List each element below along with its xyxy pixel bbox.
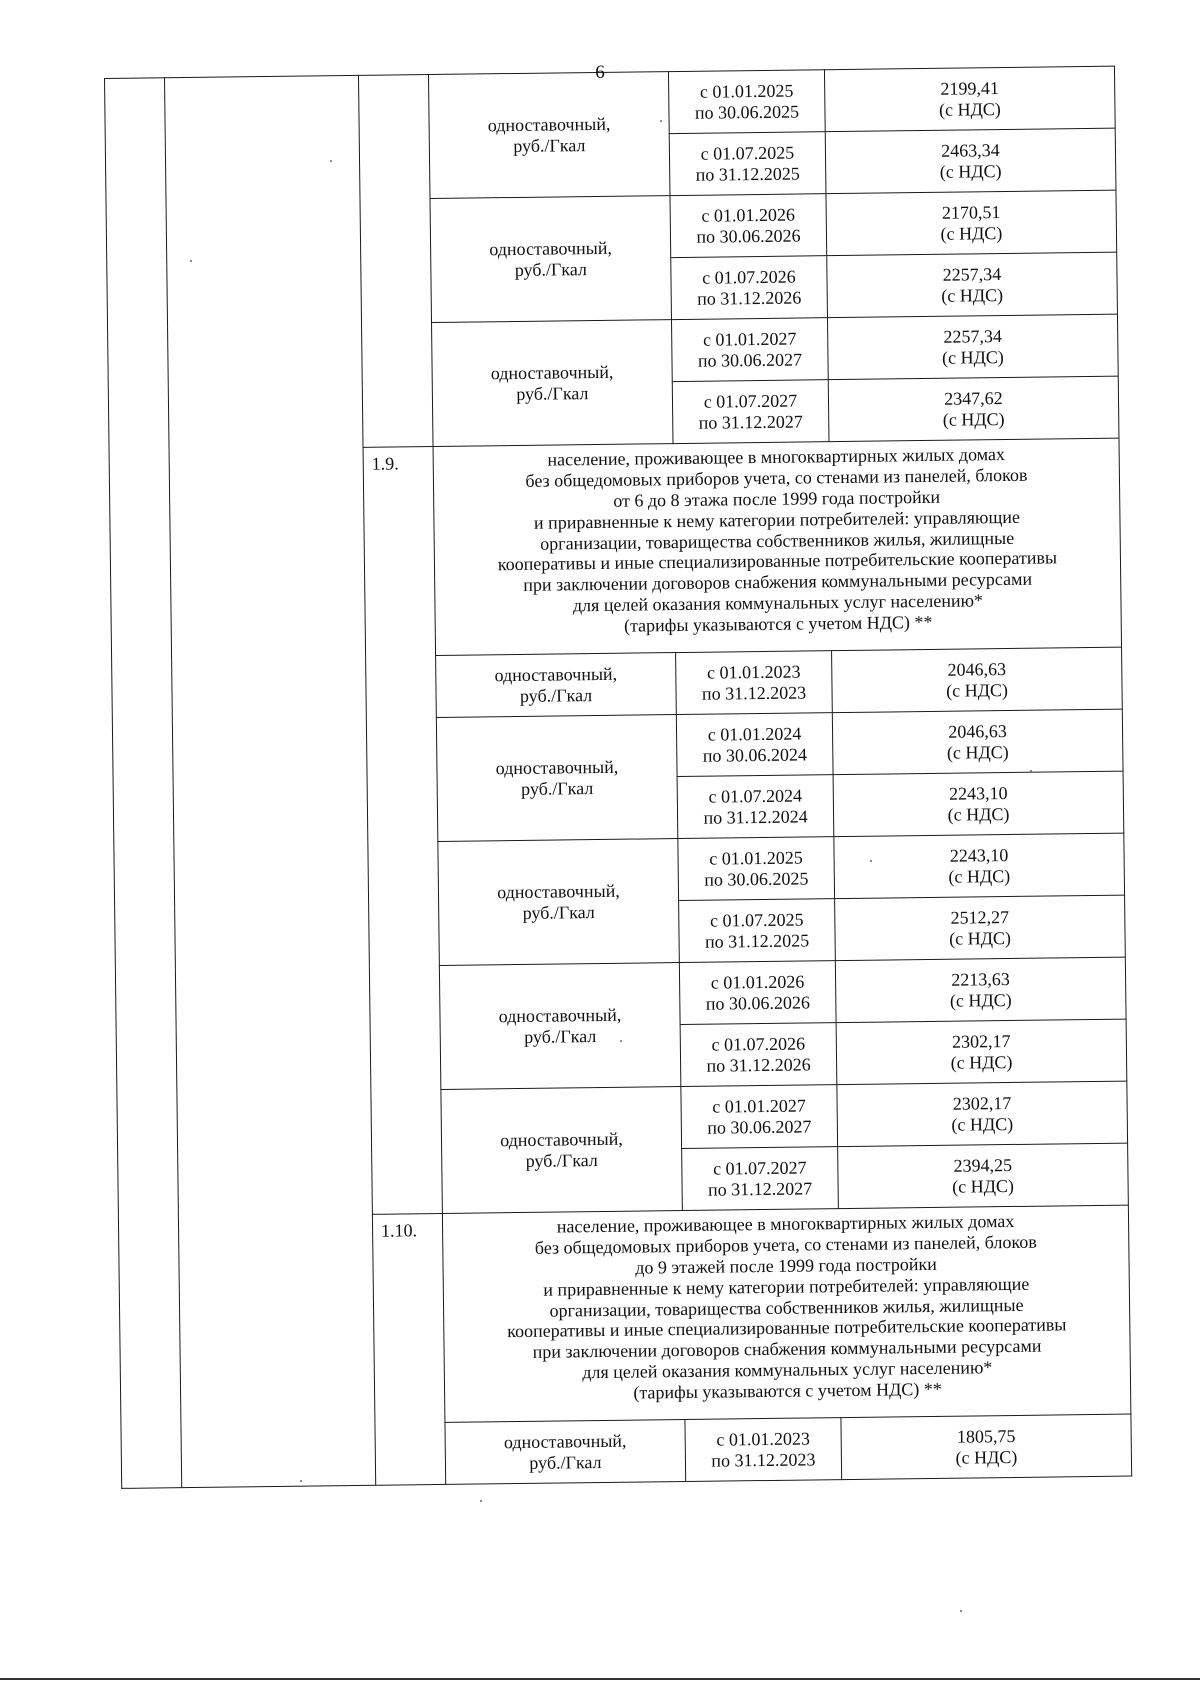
period-line: руб./Гкал xyxy=(519,684,593,706)
description-line: и приравненные к нему категории потребителей: управляющие xyxy=(533,506,1021,533)
value-line: (с НДС) xyxy=(942,408,1005,430)
value-line: 2512,27 xyxy=(950,907,1010,929)
period-cell xyxy=(680,1023,837,1087)
tariff-value-cell xyxy=(841,1414,1132,1480)
tariff-value-cell xyxy=(826,190,1117,256)
value-line: 2199,41 xyxy=(940,78,1000,100)
period-cell xyxy=(670,194,827,258)
description-line: население, проживающее в многоквартирных жилых домах xyxy=(556,1210,1015,1237)
period-line: руб./Гкал xyxy=(525,1149,598,1171)
tariff-value-cell xyxy=(835,895,1126,961)
period-line: с 01.01.2027 xyxy=(702,328,797,351)
period-line: по 31.12.2025 xyxy=(704,929,810,952)
value-line: (с НДС) xyxy=(940,222,1003,244)
period-line: одноставочный, xyxy=(489,238,613,260)
value-line: 2257,34 xyxy=(943,326,1003,348)
rate-type-cell xyxy=(436,715,677,842)
blank-column-2 xyxy=(165,75,376,1487)
tariff-table-body xyxy=(105,66,1132,1488)
period-cell xyxy=(671,318,828,382)
period-line: по 31.12.2024 xyxy=(703,805,808,828)
value-line: (с НДС) xyxy=(949,989,1012,1011)
scan-bottom-edge xyxy=(0,1678,1200,1680)
description-line: кооперативы и иные специализированные потребительские кооперативы xyxy=(507,1314,1067,1342)
period-cell xyxy=(681,1085,838,1149)
value-line: (с НДС) xyxy=(951,1113,1014,1135)
tariff-value-cell xyxy=(827,314,1118,380)
rate-type-cell xyxy=(445,1420,686,1485)
period-line: по 31.12.2025 xyxy=(695,163,800,185)
value-line: (с НДС) xyxy=(948,865,1011,887)
description-line: без общедомовых приборов учета, со стенами из панелей, блоков xyxy=(534,1231,1037,1258)
value-line: (с НДС) xyxy=(952,1175,1015,1197)
description-line: и приравненные к нему категории потребителей: управляющие xyxy=(543,1273,1030,1300)
period-cell xyxy=(668,70,825,134)
period-line: по 31.12.2023 xyxy=(701,681,807,704)
value-line: 2213,63 xyxy=(951,969,1010,991)
scan-speck xyxy=(870,860,872,862)
period-line: одноставочный, xyxy=(500,1129,623,1151)
description-line: организации, товарищества собственников жилья, жилищные xyxy=(549,1294,1024,1321)
period-line: руб./Гкал xyxy=(514,258,588,280)
description-line: (тарифы указываются с учетом НДС) ** xyxy=(623,611,933,636)
period-cell xyxy=(672,380,829,444)
rate-type-cell xyxy=(436,653,677,718)
value-line: 2302,17 xyxy=(952,1093,1012,1115)
value-line: (с НДС) xyxy=(946,741,1009,763)
scan-speck xyxy=(1030,770,1032,772)
period-line: по 30.06.2026 xyxy=(705,991,811,1014)
period-cell xyxy=(669,132,826,196)
period-cell xyxy=(676,713,833,777)
period-line: по 30.06.2025 xyxy=(704,867,809,890)
period-line: с 01.01.2023 xyxy=(706,661,801,684)
period-line: руб./Гкал xyxy=(520,777,594,799)
tariff-value-cell xyxy=(834,833,1125,899)
tariff-value-cell xyxy=(836,1019,1127,1085)
scan-speck xyxy=(330,160,332,162)
scan-speck xyxy=(660,120,662,122)
value-line: (с НДС) xyxy=(941,346,1004,368)
value-line: 2463,34 xyxy=(941,140,1000,162)
period-cell xyxy=(685,1418,842,1482)
description-line: при заключении договоров снабжения коммунальными ресурсами xyxy=(532,1335,1042,1363)
rate-type-cell xyxy=(441,1087,682,1214)
description-line: от 6 до 8 этажа после 1999 года постройки xyxy=(613,486,941,511)
value-line: (с НДС) xyxy=(950,1051,1013,1073)
period-line: руб./Гкал xyxy=(513,134,586,156)
period-line: одноставочный, xyxy=(487,114,611,136)
tariff-value-cell xyxy=(832,709,1123,775)
period-line: по 30.06.2024 xyxy=(702,743,807,766)
value-line: 2046,63 xyxy=(948,721,1007,743)
tariff-value-cell xyxy=(838,1143,1129,1209)
period-line: с 01.07.2027 xyxy=(703,390,798,413)
period-cell xyxy=(676,651,833,715)
period-line: одноставочный, xyxy=(503,1431,627,1453)
rate-type-cell xyxy=(428,72,669,199)
tariff-value-cell xyxy=(835,957,1126,1023)
tariff-table xyxy=(104,66,1132,1489)
period-line: по 31.12.2026 xyxy=(706,1053,811,1076)
period-line: с 01.07.2025 xyxy=(700,142,795,165)
period-line: по 30.06.2025 xyxy=(694,101,800,123)
description-line: для целей оказания коммунальных услуг населению* xyxy=(572,590,984,616)
scan-speck xyxy=(480,1500,482,1502)
tariff-value-cell xyxy=(833,771,1124,837)
period-cell xyxy=(671,256,828,320)
period-line: с 01.07.2026 xyxy=(702,266,796,289)
value-line: 1805,75 xyxy=(956,1426,1016,1448)
period-line: с 01.01.2025 xyxy=(709,847,803,870)
period-line: с 01.07.2027 xyxy=(713,1157,807,1179)
value-line: (с НДС) xyxy=(949,927,1012,949)
description-line: организации, товарищества собственников жилья, жилищные xyxy=(540,527,1015,554)
period-line: по 30.06.2026 xyxy=(696,225,801,247)
period-line: по 31.12.2026 xyxy=(697,286,802,309)
period-line: с 01.01.2026 xyxy=(710,971,805,993)
tariff-value-cell xyxy=(837,1081,1128,1147)
period-line: одноставочный, xyxy=(497,881,620,903)
value-line: 2046,63 xyxy=(947,659,1007,681)
tariff-value-cell xyxy=(832,647,1123,713)
period-cell xyxy=(678,837,835,901)
period-line: руб./Гкал xyxy=(524,1025,597,1047)
period-line: по 30.06.2027 xyxy=(707,1115,812,1138)
value-line: 2170,51 xyxy=(941,202,1001,224)
value-line: (с НДС) xyxy=(939,160,1002,182)
period-line: с 01.01.2027 xyxy=(712,1095,806,1117)
period-line: с 01.07.2025 xyxy=(709,909,804,932)
tariff-value-cell xyxy=(824,66,1115,132)
period-line: руб./Гкал xyxy=(529,1451,602,1473)
value-line: 2394,25 xyxy=(953,1155,1013,1177)
consumer-category-description xyxy=(433,438,1122,655)
value-line: (с НДС) xyxy=(947,803,1010,825)
period-line: с 01.01.2023 xyxy=(716,1428,811,1450)
period-line: одноставочный, xyxy=(498,1005,622,1027)
description-line: население, проживающее в многоквартирных жилых домах xyxy=(547,444,1006,470)
period-line: с 01.01.2026 xyxy=(701,204,796,227)
period-line: с 01.07.2026 xyxy=(711,1033,806,1055)
item-number-cell: 1.9. xyxy=(363,447,442,1215)
period-cell xyxy=(679,899,836,963)
period-line: руб./Гкал xyxy=(516,382,589,404)
description-line: для целей оказания коммунальных услуг населению* xyxy=(582,1357,993,1383)
tariff-value-cell xyxy=(827,252,1118,318)
description-line: до 9 этажей после 1999 года постройки xyxy=(635,1253,937,1278)
value-line: 2347,62 xyxy=(944,388,1003,410)
period-cell xyxy=(679,961,836,1025)
item-number-cell xyxy=(358,75,433,448)
consumer-category-description xyxy=(442,1205,1131,1422)
period-line: руб./Гкал xyxy=(522,901,595,923)
scan-speck xyxy=(960,1610,962,1612)
description-line: при заключении договоров снабжения коммунальными ресурсами xyxy=(523,568,1033,596)
rate-type-cell xyxy=(439,963,680,1090)
period-line: по 31.12.2027 xyxy=(707,1177,813,1200)
value-line: (с НДС) xyxy=(938,98,1001,120)
item-number-cell: 1.10. xyxy=(372,1213,445,1485)
tariff-value-cell xyxy=(825,128,1116,194)
period-line: одноставочный, xyxy=(495,757,619,779)
period-line: одноставочный, xyxy=(494,664,618,686)
scan-speck xyxy=(300,1480,302,1482)
value-line: 2243,10 xyxy=(949,845,1009,867)
rate-type-cell xyxy=(438,839,679,966)
description-line: (тарифы указываются с учетом НДС) ** xyxy=(633,1378,942,1403)
period-line: по 31.12.2023 xyxy=(711,1448,816,1471)
period-cell xyxy=(682,1147,839,1211)
value-line: (с НДС) xyxy=(955,1446,1018,1468)
period-line: одноставочный, xyxy=(490,362,614,384)
value-line: (с НДС) xyxy=(941,284,1004,306)
value-line: 2243,10 xyxy=(948,783,1008,805)
scan-speck xyxy=(190,260,192,262)
period-line: с 01.01.2024 xyxy=(707,723,802,746)
period-line: по 30.06.2027 xyxy=(697,348,803,371)
tariff-value-cell xyxy=(828,376,1119,442)
description-line: кооперативы и иные специализированные потребительские кооперативы xyxy=(497,547,1058,575)
rate-type-cell xyxy=(432,320,673,447)
value-line: 2302,17 xyxy=(951,1031,1011,1053)
value-line: (с НДС) xyxy=(946,679,1009,701)
page-number: 6 xyxy=(595,62,605,83)
value-line: 2257,34 xyxy=(942,264,1002,286)
period-cell xyxy=(677,775,834,839)
period-line: с 01.07.2024 xyxy=(708,785,803,808)
scan-speck xyxy=(620,1040,622,1042)
period-line: с 01.01.2025 xyxy=(699,80,794,103)
description-line: без общедомовых приборов учета, со стенами из панелей, блоков xyxy=(525,464,1028,491)
period-line: по 31.12.2027 xyxy=(698,410,803,433)
rate-type-cell xyxy=(430,196,671,323)
